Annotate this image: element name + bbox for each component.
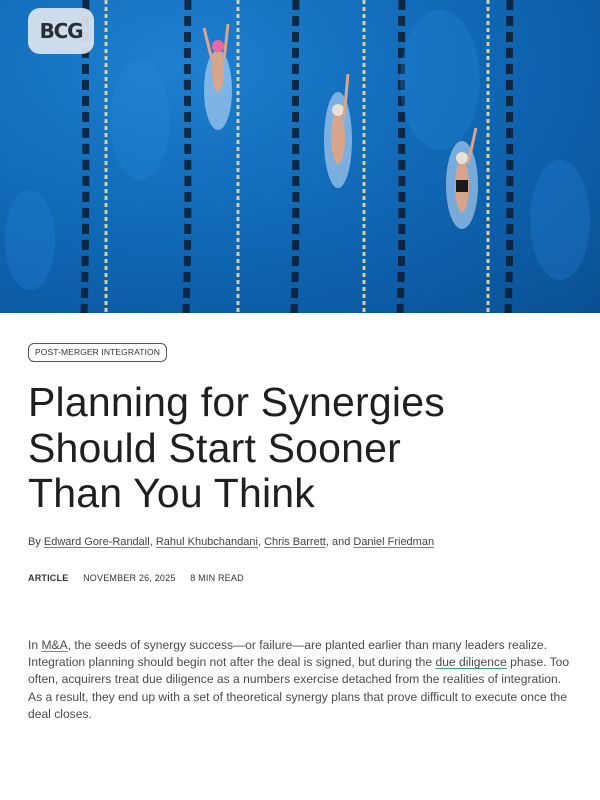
topic-tag[interactable]: POST-MERGER INTEGRATION xyxy=(28,343,167,362)
author-link-friedman[interactable]: Daniel Friedman xyxy=(353,536,435,548)
article-title xyxy=(28,380,568,517)
bcg-logo[interactable] xyxy=(28,8,94,54)
bcg-logo-text: BCG xyxy=(39,19,83,43)
byline-prefix: By xyxy=(28,536,41,548)
article-intro xyxy=(28,637,573,723)
article-meta xyxy=(28,573,244,583)
swimmer-2 xyxy=(324,74,352,188)
author-link-barrett[interactable]: Chris Barrett xyxy=(264,536,326,548)
read-time: 8 MIN READ xyxy=(190,573,244,583)
title-line-3: Than You Think xyxy=(28,470,315,516)
author-link-gore-randall[interactable]: Edward Gore-Randall xyxy=(43,536,150,548)
author-byline: By Edward Gore-Randall, Rahul Khubchandani, Chris Barrett, and Daniel Friedman xyxy=(28,536,435,548)
intro-in: In xyxy=(28,638,39,652)
author-link-khubchandani[interactable]: Rahul Khubchandani xyxy=(155,536,258,548)
title-line-2: Should Start Sooner xyxy=(28,424,402,471)
intro-text-a: , the seeds of synergy success—or failure—are planted earlier than many leaders realize. Integration planning should begin not after the deal is signed, but during the xyxy=(28,638,547,670)
swimmer-1 xyxy=(204,24,232,130)
intro-text-b: phase. Too often, acquirers treat due diligence as a numbers exercise detached from the realities of integration. As a result, they end up with a set of theoretical synergy plans that prove difficult to execute once the deal closes. xyxy=(28,655,570,721)
link-ma[interactable]: M&A xyxy=(41,638,68,652)
byline-and: and xyxy=(331,536,351,548)
hero-image xyxy=(0,0,600,313)
publish-date: NOVEMBER 26, 2025 xyxy=(83,573,176,583)
title-line-1: Planning for Synergies xyxy=(28,379,445,425)
content-type: ARTICLE xyxy=(28,573,69,583)
link-due-diligence[interactable]: due diligence xyxy=(435,655,507,670)
